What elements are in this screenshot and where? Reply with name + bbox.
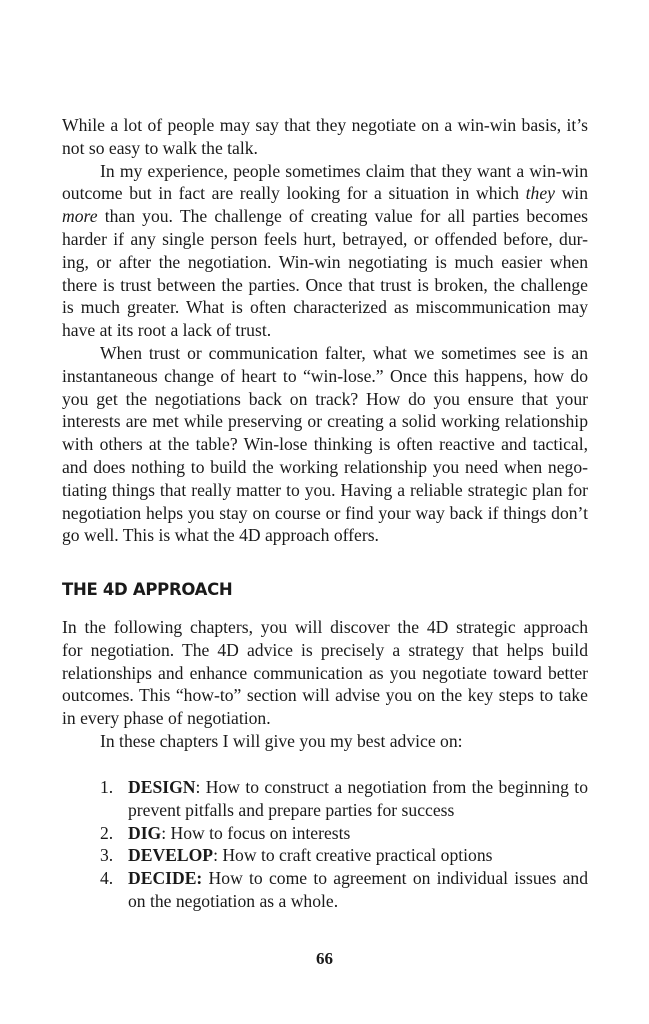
text-line: [62, 274, 588, 297]
bold-term: DECIDE:: [128, 868, 203, 889]
text-run: is much greater. What is often characterized as miscommunication may: [62, 297, 588, 318]
text-run: go well. This is what the 4D approach offers.: [62, 525, 379, 546]
text-run: instantaneous change of heart to “win-lose.” Once this happens, how do: [62, 365, 588, 386]
page-number: 66: [316, 949, 333, 968]
text-line: [62, 342, 588, 365]
list-number: 2.: [100, 822, 114, 843]
text-run: and does nothing to build the working relationship you need when nego-: [62, 456, 588, 477]
text-run: When trust or communication falter, what we sometimes see is an: [100, 342, 588, 363]
text-line: [128, 844, 588, 867]
text-run: there is trust between the parties. Once that trust is broken, the challenge: [62, 274, 588, 295]
text-line: [128, 822, 588, 845]
paragraph: [62, 730, 588, 753]
text-run: prevent pitfalls and prepare parties for success: [128, 799, 455, 820]
list-item: [100, 776, 588, 822]
text-line: [62, 524, 588, 547]
text-line: [62, 662, 588, 685]
advice-list: [100, 776, 588, 913]
text-line: [62, 114, 588, 137]
section-heading: THE 4D APPROACH: [62, 580, 233, 599]
text-line: [62, 479, 588, 502]
text-line: [128, 867, 588, 890]
text-line: [62, 319, 588, 342]
text-run: tiating things that really matter to you. Having a reliable strategic plan for: [62, 479, 588, 500]
text-run: outcomes. This “how-to” section will advise you on the key steps to take: [62, 685, 588, 706]
text-run: While a lot of people may say that they negotiate on a win-win basis, it’s: [62, 115, 588, 135]
text-run: on the negotiation as a whole.: [128, 890, 339, 911]
text-line: [128, 776, 588, 799]
list-number: 1.: [100, 777, 114, 797]
bold-term: DIG: [128, 822, 162, 843]
text-line: [62, 502, 588, 525]
text-run: How to come to agreement on individual issues and: [202, 868, 588, 889]
list-item: [100, 844, 588, 867]
text-line: [62, 228, 588, 251]
list-number: 3.: [100, 845, 114, 866]
text-line: [62, 684, 588, 707]
text-run: negotiation helps you stay on course or find your way back if things don’t: [62, 502, 588, 523]
text-run: In my experience, people sometimes claim that they want a win-win: [100, 160, 588, 181]
text-line: [128, 890, 588, 913]
paragraph: [62, 342, 588, 547]
intro-text: [62, 114, 588, 547]
text-line: [62, 616, 588, 639]
text-line: [62, 639, 588, 662]
emphasis: more: [62, 206, 98, 227]
text-run: ing, or after the negotiation. Win-win negotiating is much easier when: [62, 251, 588, 272]
text-line: [62, 137, 588, 160]
text-line: [128, 799, 588, 822]
text-run: : How to construct a negotiation from the beginning to: [195, 777, 588, 797]
text-run: than you. The challenge of creating value for all parties becomes: [97, 206, 588, 227]
text-run: : How to focus on interests: [161, 822, 351, 843]
text-run: for negotiation. The 4D advice is precisely a strategy that helps build: [62, 639, 588, 660]
list-number: 4.: [100, 868, 114, 889]
text-line: [62, 296, 588, 319]
text-run: you get the negotiations back on track? How do you ensure that your: [62, 388, 588, 409]
text-line: [62, 365, 588, 388]
text-line: [62, 456, 588, 479]
paragraph: [62, 616, 588, 730]
text-run: interests are met while preserving or creating a solid working relationship: [62, 411, 588, 432]
text-run: relationships and enhance communication as you negotiate toward better: [62, 662, 588, 683]
paragraph: [62, 114, 588, 160]
list-item: [100, 822, 588, 845]
text-run: in every phase of negotiation.: [62, 708, 271, 729]
text-run: with others at the table? Win-lose thinking is often reactive and tactical,: [62, 434, 588, 455]
text-run: not so easy to walk the talk.: [62, 137, 258, 158]
text-line: [62, 433, 588, 456]
text-line: [62, 251, 588, 274]
text-line: [62, 182, 588, 205]
bold-term: DESIGN: [128, 777, 196, 797]
text-line: [62, 160, 588, 183]
text-run: In the following chapters, you will discover the 4D strategic approach: [62, 617, 588, 637]
paragraph: [62, 160, 588, 342]
text-run: have at its root a lack of trust.: [62, 320, 272, 341]
text-line: [62, 388, 588, 411]
text-run: outcome but in fact are really looking for a situation in which: [62, 183, 526, 204]
text-line: [62, 205, 588, 228]
text-run: : How to craft creative practical options: [213, 845, 493, 866]
bold-term: DEVELOP: [128, 845, 214, 866]
text-line: [62, 730, 588, 753]
text-run: In these chapters I will give you my best advice on:: [100, 730, 463, 751]
text-line: [62, 707, 588, 730]
text-run: win: [554, 183, 588, 204]
emphasis: they: [525, 183, 555, 204]
text-line: [62, 410, 588, 433]
list-item: [100, 867, 588, 913]
section-text: [62, 616, 588, 753]
text-run: harder if any single person feels hurt, betrayed, or offended before, dur-: [62, 228, 588, 249]
